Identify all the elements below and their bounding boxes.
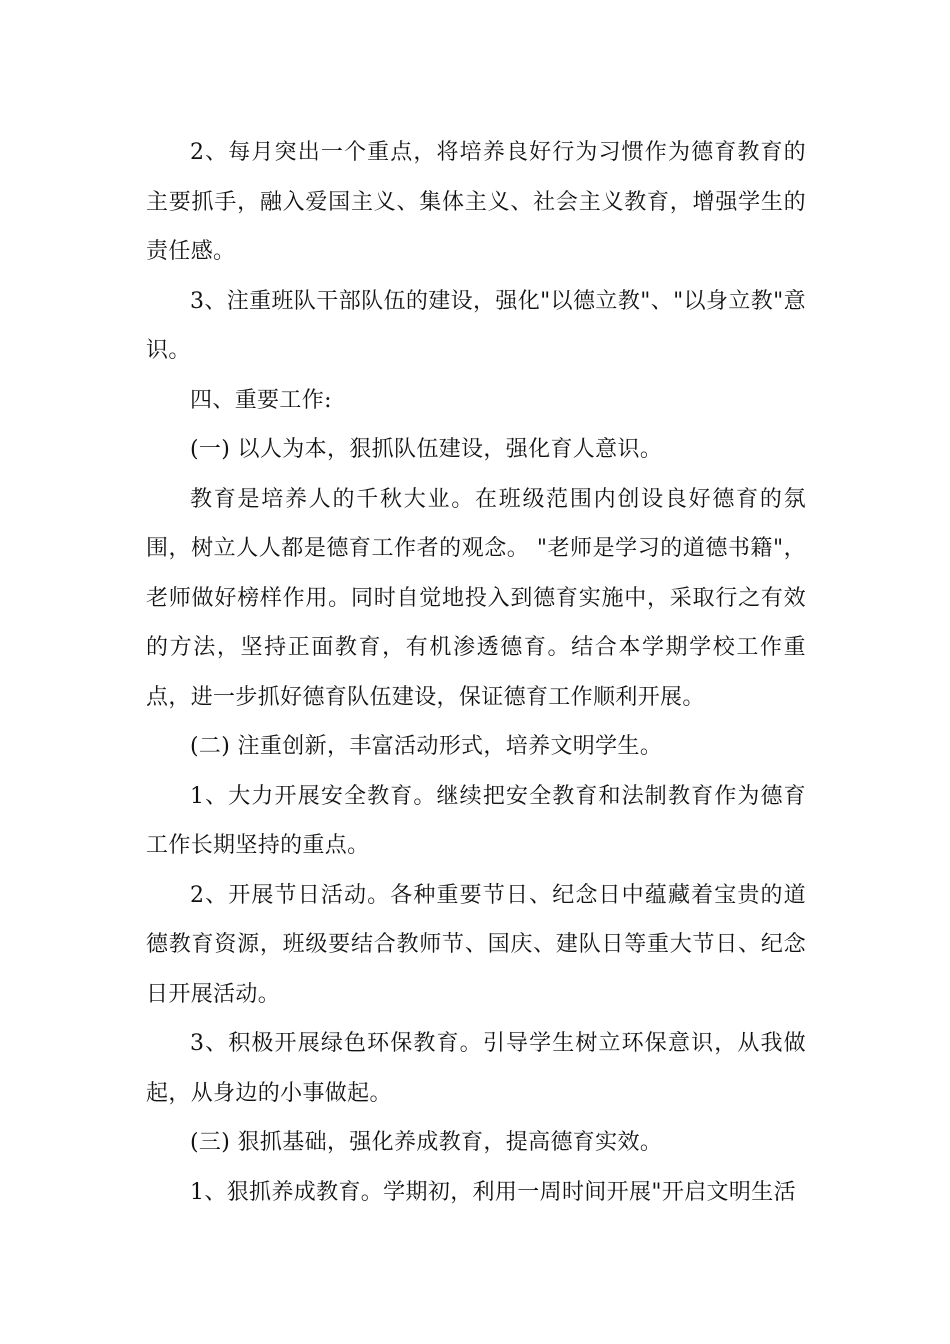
paragraph-education-team: 教育是培养人的千秋大业。在班级范围内创设良好德育的氛围，树立人人都是德育工作者的观念。 "老师是学习的道德书籍"，老师做好榜样作用。同时自觉地投入到德育实施中，采取行之有效的方法，坚持正面教育，有机渗透德育。结合本学期学校工作重点，进一步抓好德育队伍建设，保证德育工作顺利开展。 (146, 486, 806, 710)
section-heading-main-work: 四、重要工作: (190, 387, 332, 413)
paragraph-habit-formation: 1、狠抓养成教育。学期初，利用一周时间开展"开启文明生活 (190, 1179, 796, 1205)
paragraph-festival-activities: 2、开展节日活动。各种重要节日、纪念日中蕴藏着宝贵的道德教育资源，班级要结合教师节、国庆、建队日等重大节日、纪念日开展活动。 (146, 882, 806, 1007)
paragraph-safety-education: 1、大力开展安全教育。继续把安全教育和法制教育作为德育工作长期坚持的重点。 (146, 783, 806, 858)
paragraph-monthly-focus: 2、每月突出一个重点，将培养良好行为习惯作为德育教育的主要抓手，融入爱国主义、集体主义、社会主义教育，增强学生的责任感。 (146, 140, 806, 264)
document-body (146, 128, 806, 1217)
subsection-heading-3: (三) 狠抓基础，强化养成教育，提高德育实效。 (190, 1130, 663, 1155)
subsection-heading-2: (二) 注重创新，丰富活动形式，培养文明学生。 (190, 734, 663, 759)
paragraph-green-environment: 3、积极开展绿色环保教育。引导学生树立环保意识，从我做起，从身边的小事做起。 (146, 1031, 806, 1106)
paragraph-class-cadre: 3、注重班队干部队伍的建设，强化"以德立教"、"以身立教"意识。 (146, 288, 806, 363)
subsection-heading-1: (一) 以人为本，狠抓队伍建设，强化育人意识。 (190, 437, 663, 462)
